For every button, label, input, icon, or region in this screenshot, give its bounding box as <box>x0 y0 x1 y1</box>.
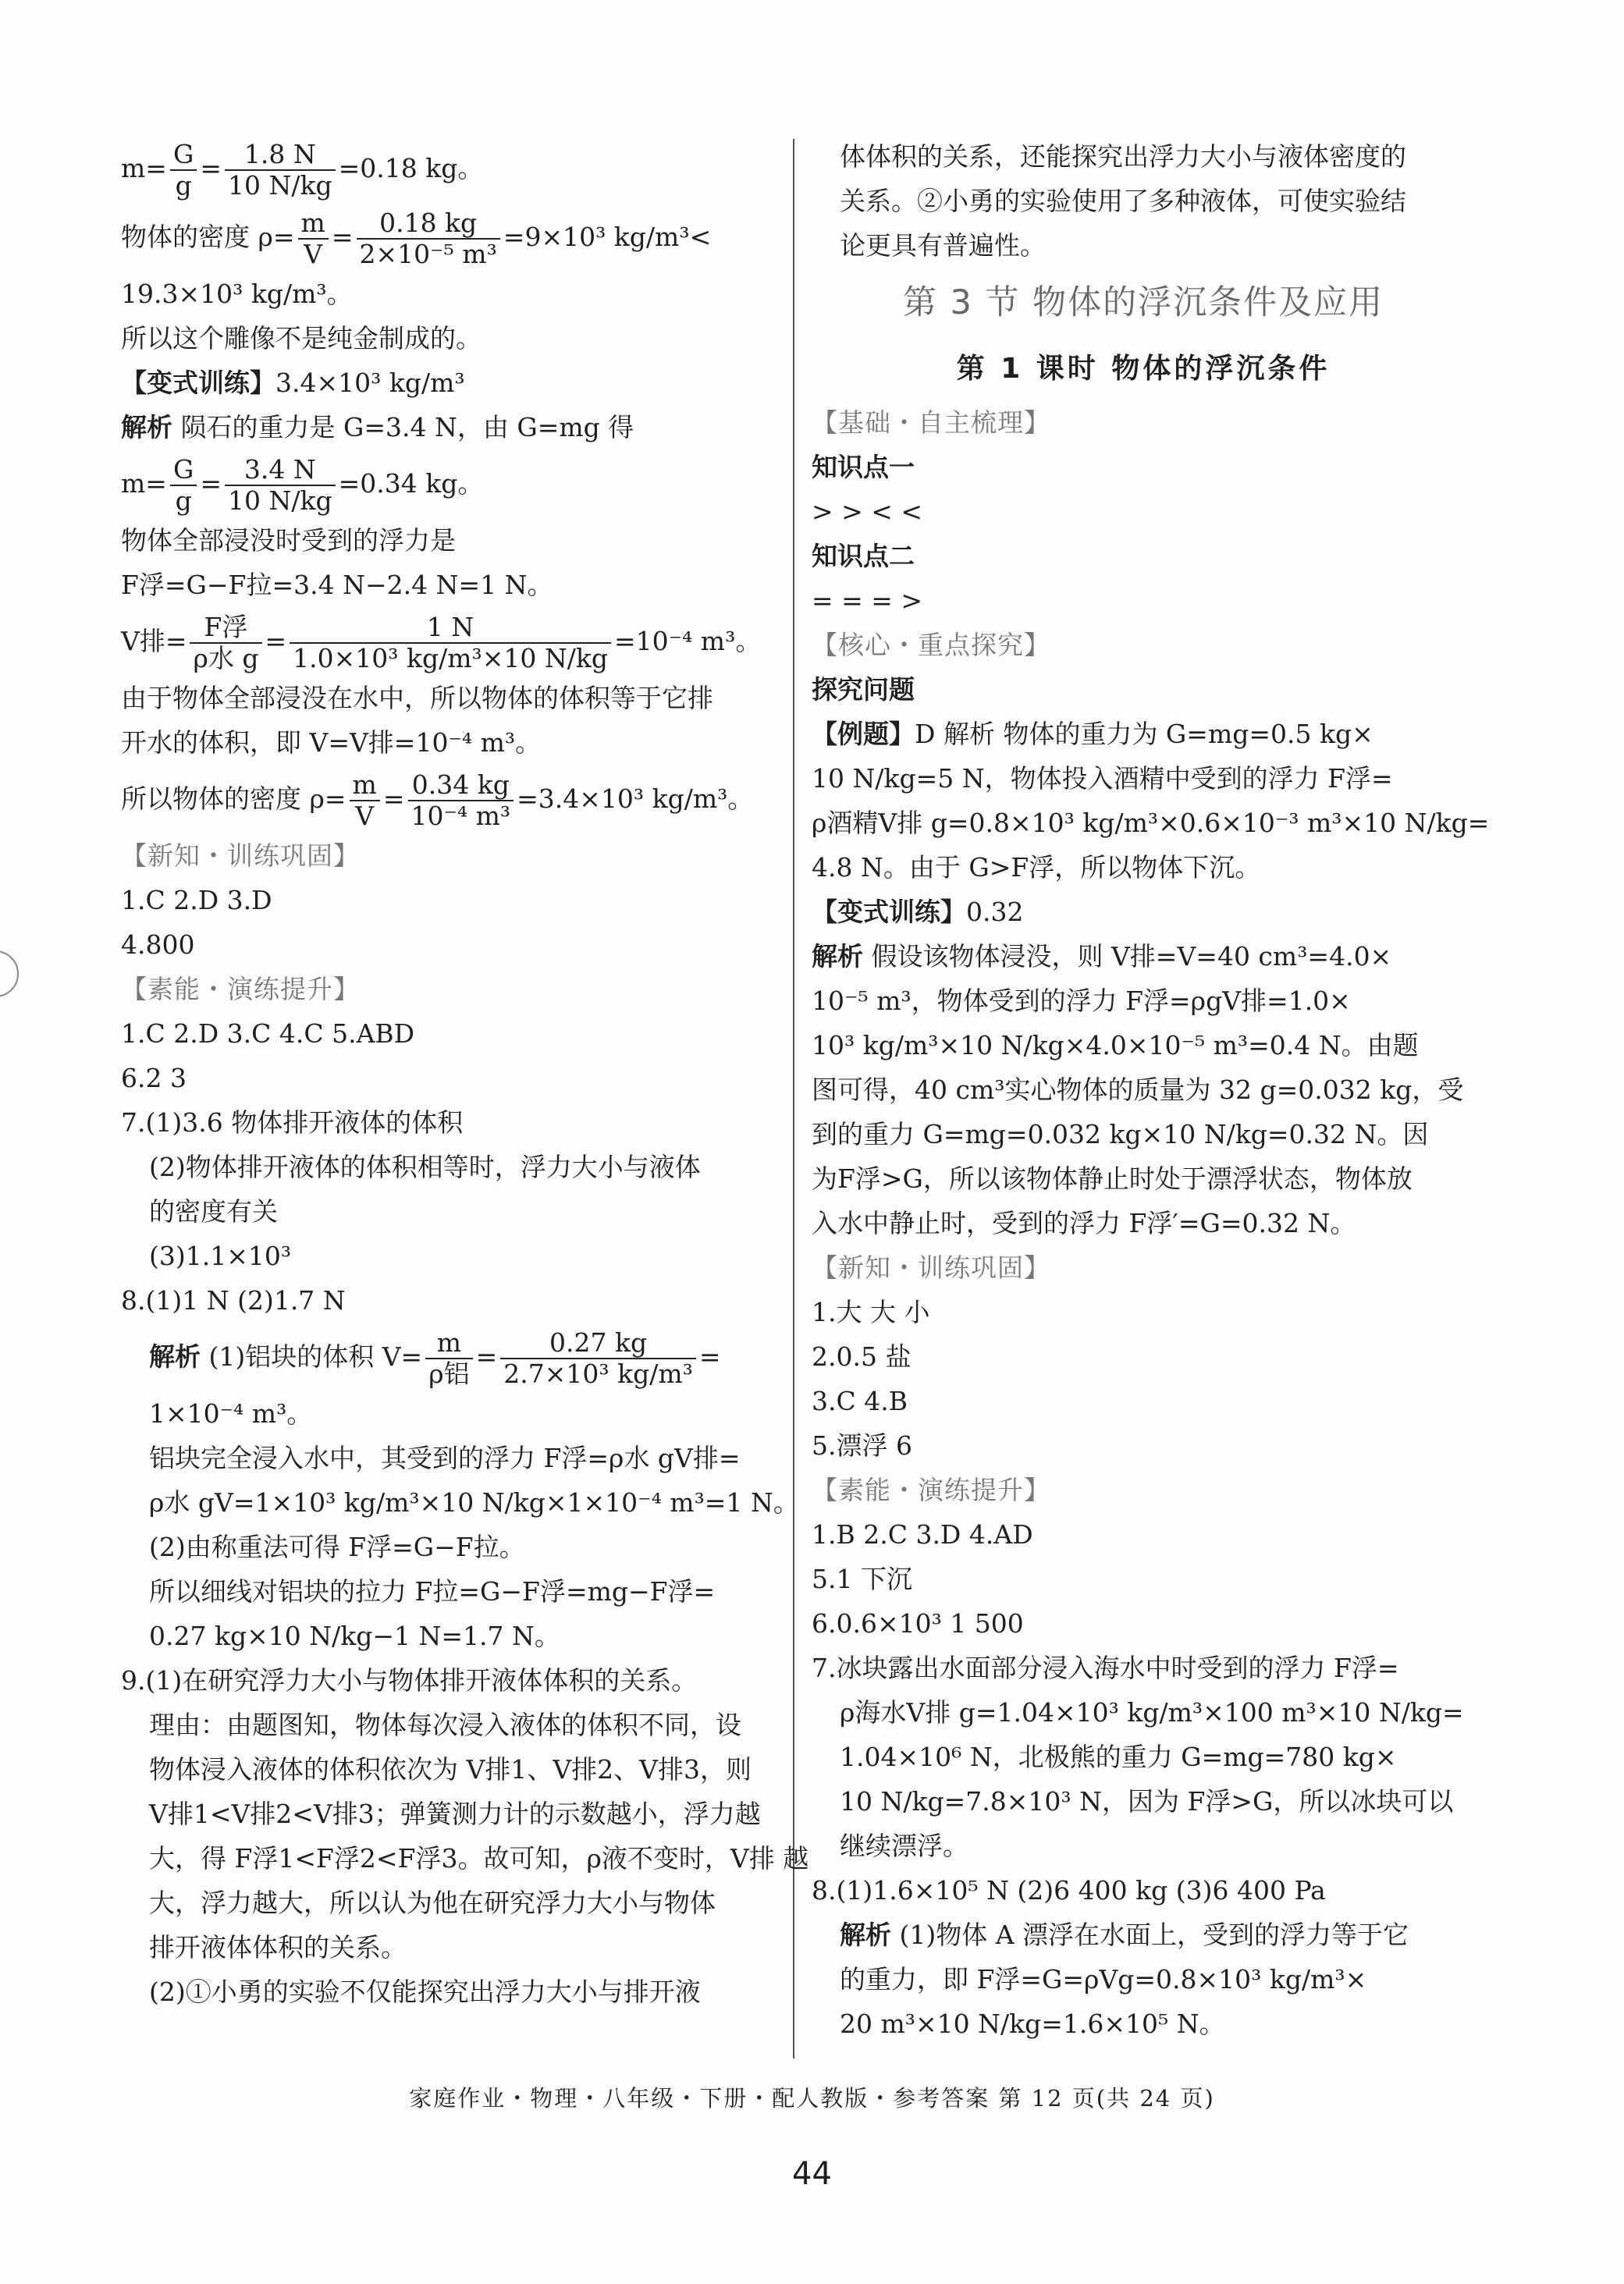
answer-line: 物体浸入液体的体积依次为 V排1、V排2、V排3，则 <box>149 1754 752 1785</box>
text-line: 的重力，即 F浮=G=ρVg=0.8×10³ kg/m³× <box>840 1964 1367 1995</box>
numerator: 0.27 kg <box>500 1328 696 1359</box>
text-line: 10 N/kg=5 N，物体投入酒精中受到的浮力 F浮= <box>812 763 1393 794</box>
formula-text: V排= <box>121 626 187 656</box>
text-line: 19.3×10³ kg/m³。 <box>121 279 353 309</box>
answer-line: 8.(1)1.6×10⁵ N (2)6 400 kg (3)6 400 Pa <box>812 1875 1326 1906</box>
fraction <box>408 770 514 831</box>
answer-line: 8.(1)1 N (2)1.7 N <box>121 1285 346 1316</box>
fraction <box>500 1328 696 1389</box>
numerator: 1 N <box>290 613 611 644</box>
lesson-title: 第 1 课时 物体的浮沉条件 <box>956 353 1331 385</box>
section-heading <box>812 1468 1475 1512</box>
formula-line: m= $\frac{G}{g}$ = $\frac{3.4 N}{10 N/kg}$ =0.34 kg。 <box>121 454 484 516</box>
formula-line: V排= $\frac{\text{F浮}}{\text{ρ水 g}}$ = $\frac{1 N}{\text{1.0×10³ kg/m³×10 N/kg}}$ =10⁻⁴ m³。 <box>121 612 762 673</box>
column-divider <box>793 139 794 2058</box>
text-line <box>812 1913 1475 1957</box>
analysis-tag: 解析 <box>121 412 172 442</box>
text-line: 体体积的关系，还能探究出浮力大小与液体密度的 <box>840 141 1406 172</box>
section-label: 【基础・自主梳理】 <box>812 407 1050 438</box>
text: 假设该物体浸没，则 V排=V=40 cm³=4.0× <box>863 941 1392 971</box>
answer-line: (3)1.1×10³ <box>149 1241 292 1271</box>
answer-line: 1×10⁻⁴ m³。 <box>149 1398 313 1429</box>
fraction <box>425 1328 472 1389</box>
answer-line: 大，得 F浮1<F浮2<F浮3。故可知，ρ液不变时，V排 越 <box>149 1843 809 1874</box>
answer-line: 7.(1)3.6 物体排开液体的体积 <box>121 1107 464 1138</box>
denominator: V <box>304 239 323 269</box>
text-line <box>121 361 776 405</box>
fraction <box>350 770 380 831</box>
analysis-tag: 解析 <box>812 941 863 971</box>
answer-line: 继续漂浮。 <box>840 1831 968 1861</box>
fraction <box>190 613 261 673</box>
formula-text: =10⁻⁴ m³。 <box>614 626 762 656</box>
denominator: ρ水 g <box>193 643 259 673</box>
text: 陨石的重力是 G=3.4 N，由 G=mg 得 <box>172 412 634 442</box>
denominator: g <box>175 170 192 201</box>
formula-line: m= $\frac{G}{g}$ = $\frac{1.8 N}{10 N/kg}$ =0.18 kg。 <box>121 139 484 201</box>
answer-line: (2)由称重法可得 F浮=G−F拉。 <box>149 1532 525 1562</box>
answer-line: 1.04×10⁶ N，北极熊的重力 G=mg=780 kg× <box>840 1742 1397 1772</box>
formula-line: 解析 (1)铝块的体积 V= $\frac{m}{\text{ρ铝}}$ = $\frac{0.27 kg}{\text{2.7×10³ kg/m³}}$ = <box>149 1327 721 1389</box>
answer-line: ρ海水V排 g=1.04×10³ kg/m³×100 m³×10 N/kg= <box>840 1697 1464 1728</box>
text-line: 所以这个雕像不是纯金制成的。 <box>121 323 482 353</box>
answer-line: ρ水 gV=1×10³ kg/m³×10 N/kg×1×10⁻⁴ m³=1 N。 <box>149 1487 799 1518</box>
answer-line: 1.C 2.D 3.C 4.C 5.ABD <box>121 1018 415 1049</box>
page-footer: 家庭作业・物理・八年级・下册・配人教版・参考答案 第 12 页(共 24 页) <box>409 2085 1215 2112</box>
denominator: V <box>355 801 375 831</box>
text-line: 物体全部浸没时受到的浮力是 <box>121 525 456 556</box>
formula-text: 物体的密度 ρ= <box>121 222 295 252</box>
section-heading <box>812 623 1475 667</box>
fraction <box>170 140 197 201</box>
answer-line: 的密度有关 <box>149 1196 278 1227</box>
section-label: 【核心・重点探究】 <box>812 630 1050 660</box>
denominator: g <box>175 485 192 516</box>
answer-line: (2)物体排开液体的体积相等时，浮力大小与液体 <box>149 1152 701 1182</box>
numerator: 0.34 kg <box>408 770 514 801</box>
text-line: 图可得，40 cm³实心物体的质量为 32 g=0.032 kg，受 <box>812 1075 1464 1105</box>
numerator: m <box>298 208 329 240</box>
analysis-tag: 解析 <box>149 1341 201 1372</box>
fraction <box>225 455 336 516</box>
numerator: 1.8 N <box>225 140 336 171</box>
denominator: 2.7×10³ kg/m³ <box>503 1359 693 1389</box>
denominator: 10 N/kg <box>227 170 332 201</box>
left-column <box>121 134 809 2014</box>
answer-line: 6.0.6×10³ 1 500 <box>812 1608 1024 1639</box>
answer-line: 4.800 <box>121 929 195 960</box>
denominator: 2×10⁻⁵ m³ <box>359 239 497 269</box>
denominator: 10 N/kg <box>227 485 332 516</box>
numerator: F浮 <box>190 613 261 644</box>
example-tag: 【例题】 <box>812 719 915 749</box>
answer-line: > > < < <box>812 496 923 527</box>
fraction <box>298 208 329 269</box>
answer-line: 1.大 大 小 <box>812 1297 930 1327</box>
fraction <box>170 455 197 516</box>
answer-line: 3.C 4.B <box>812 1386 908 1416</box>
answer-line: (2)①小勇的实验不仅能探究出浮力大小与排开液 <box>149 1977 701 2007</box>
text: D 解析 物体的重力为 G=mg=0.5 kg× <box>915 719 1373 749</box>
denominator: ρ铝 <box>428 1359 470 1389</box>
numerator: m <box>425 1328 472 1359</box>
text-line: 为F浮>G，所以该物体静止时处于漂浮状态，物体放 <box>812 1163 1413 1194</box>
text-line: 4.8 N。由于 G>F浮，所以物体下沉。 <box>812 852 1261 883</box>
answer-line: 所以细线对铝块的拉力 F拉=G−F浮=mg−F浮= <box>149 1576 716 1607</box>
formula-line: 所以物体的密度 ρ= $\frac{m}{V}$ = $\frac{0.34 kg}{\text{10⁻⁴ m³}}$ =3.4×10³ kg/m³。 <box>121 769 754 831</box>
section-heading <box>812 1245 1475 1290</box>
section-heading <box>121 833 776 878</box>
formula-text: 所以物体的密度 ρ= <box>121 783 346 814</box>
text: (1)物体 A 漂浮在水面上，受到的浮力等于它 <box>891 1920 1409 1950</box>
formula-text: =0.34 kg。 <box>338 468 484 499</box>
fraction <box>357 208 500 269</box>
formula-text: m= <box>121 153 167 183</box>
analysis-tag: 解析 <box>840 1920 891 1950</box>
answer-line: 1.C 2.D 3.D <box>121 885 272 915</box>
numerator: m <box>350 770 380 801</box>
answer-line: 5.漂浮 6 <box>812 1430 912 1461</box>
text-line <box>121 405 776 449</box>
section-label: 【新知・训练巩固】 <box>121 840 360 871</box>
answer-line: 10 N/kg=7.8×10³ N，因为 F浮>G，所以冰块可以 <box>840 1786 1454 1817</box>
section-title: 第 3 节 物体的浮沉条件及应用 <box>902 283 1384 322</box>
text-line: ρ酒精V排 g=0.8×10³ kg/m³×0.6×10⁻³ m³×10 N/kg= <box>812 808 1490 838</box>
numerator: 3.4 N <box>225 455 336 486</box>
answer-line: 5.1 下沉 <box>812 1564 912 1594</box>
answer-line: 0.27 kg×10 N/kg−1 N=1.7 N。 <box>149 1621 560 1651</box>
answer-line: 铝块完全浸入水中，其受到的浮力 F浮=ρ水 gV排= <box>149 1443 741 1473</box>
knowledge-point: 知识点二 <box>812 541 915 571</box>
numerator: G <box>170 455 197 486</box>
text-line: F浮=G−F拉=3.4 N−2.4 N=1 N。 <box>121 570 553 600</box>
formula-text: = <box>698 1341 721 1372</box>
answer-line: 1.B 2.C 3.D 4.AD <box>812 1519 1033 1550</box>
answer-line: 2.0.5 盐 <box>812 1341 912 1372</box>
numerator: G <box>170 140 197 171</box>
formula-text: =0.18 kg。 <box>338 153 484 183</box>
answer-line: 9.(1)在研究浮力大小与物体排开液体体积的关系。 <box>121 1665 698 1696</box>
section-label: 【新知・训练巩固】 <box>812 1252 1050 1283</box>
variant-tag: 【变式训练】 <box>121 368 275 398</box>
text-line: 10³ kg/m³×10 N/kg×4.0×10⁻⁵ m³=0.4 N。由题 <box>812 1030 1419 1060</box>
text-line: 10⁻⁵ m³，物体受到的浮力 F浮=ρgV排=1.0× <box>812 986 1351 1016</box>
text-line: 关系。②小勇的实验使用了多种液体，可使实验结 <box>840 186 1406 216</box>
answer-line: 6.2 3 <box>121 1063 187 1093</box>
answer-line: V排1<V排2<V排3；弹簧测力计的示数越小，浮力越 <box>149 1799 761 1829</box>
answer-line: 大，浮力越大，所以认为他在研究浮力大小与物体 <box>149 1888 716 1918</box>
binding-hole <box>0 950 19 997</box>
page-number: 44 <box>792 2156 832 2192</box>
fraction <box>225 140 336 201</box>
denominator: 10⁻⁴ m³ <box>410 801 511 831</box>
section-heading <box>812 400 1475 445</box>
right-column <box>812 134 1490 2046</box>
text-line <box>812 934 1475 979</box>
answer-line: 排开液体体积的关系。 <box>149 1932 407 1963</box>
formula-text: m= <box>121 468 167 499</box>
section-label: 【素能・演练提升】 <box>812 1475 1050 1505</box>
knowledge-point: 知识点一 <box>812 452 915 482</box>
numerator: 0.18 kg <box>357 208 500 240</box>
answer-line: 7.冰块露出水面部分浸入海水中时受到的浮力 F浮= <box>812 1653 1399 1683</box>
answer: 3.4×10³ kg/m³ <box>275 368 465 398</box>
formula-text: =9×10³ kg/m³< <box>503 222 712 252</box>
text-line: 论更具有普遍性。 <box>840 230 1046 261</box>
answer-line: 理由：由题图知，物体每次浸入液体的体积不同，设 <box>149 1710 741 1740</box>
text-line: 由于物体全部浸没在水中，所以物体的体积等于它排 <box>121 683 713 713</box>
formula-text: =3.4×10³ kg/m³。 <box>517 783 754 814</box>
text-line: 开水的体积，即 V=V排=10⁻⁴ m³。 <box>121 727 542 758</box>
denominator: 1.0×10³ kg/m³×10 N/kg <box>293 643 609 673</box>
answer: 0.32 <box>966 897 1024 927</box>
fraction <box>290 613 611 673</box>
text-line <box>812 712 1475 756</box>
text-line <box>812 890 1475 934</box>
text-line: 入水中静止时，受到的浮力 F浮′=G=0.32 N。 <box>812 1208 1356 1238</box>
question-heading: 探究问题 <box>812 674 915 705</box>
formula-text: (1)铝块的体积 V= <box>201 1341 423 1372</box>
text-line: 到的重力 G=mg=0.032 kg×10 N/kg=0.32 N。因 <box>812 1119 1429 1149</box>
variant-tag: 【变式训练】 <box>812 897 966 927</box>
section-heading <box>121 967 776 1011</box>
answer-line: = = = > <box>812 585 923 616</box>
section-label: 【素能・演练提升】 <box>121 974 360 1004</box>
formula-line: 物体的密度 ρ= $\frac{m}{V}$ = $\frac{0.18 kg}{\text{2×10⁻⁵ m³}}$ =9×10³ kg/m³< <box>121 208 712 269</box>
text-line: 20 m³×10 N/kg=1.6×10⁵ N。 <box>840 2009 1225 2039</box>
